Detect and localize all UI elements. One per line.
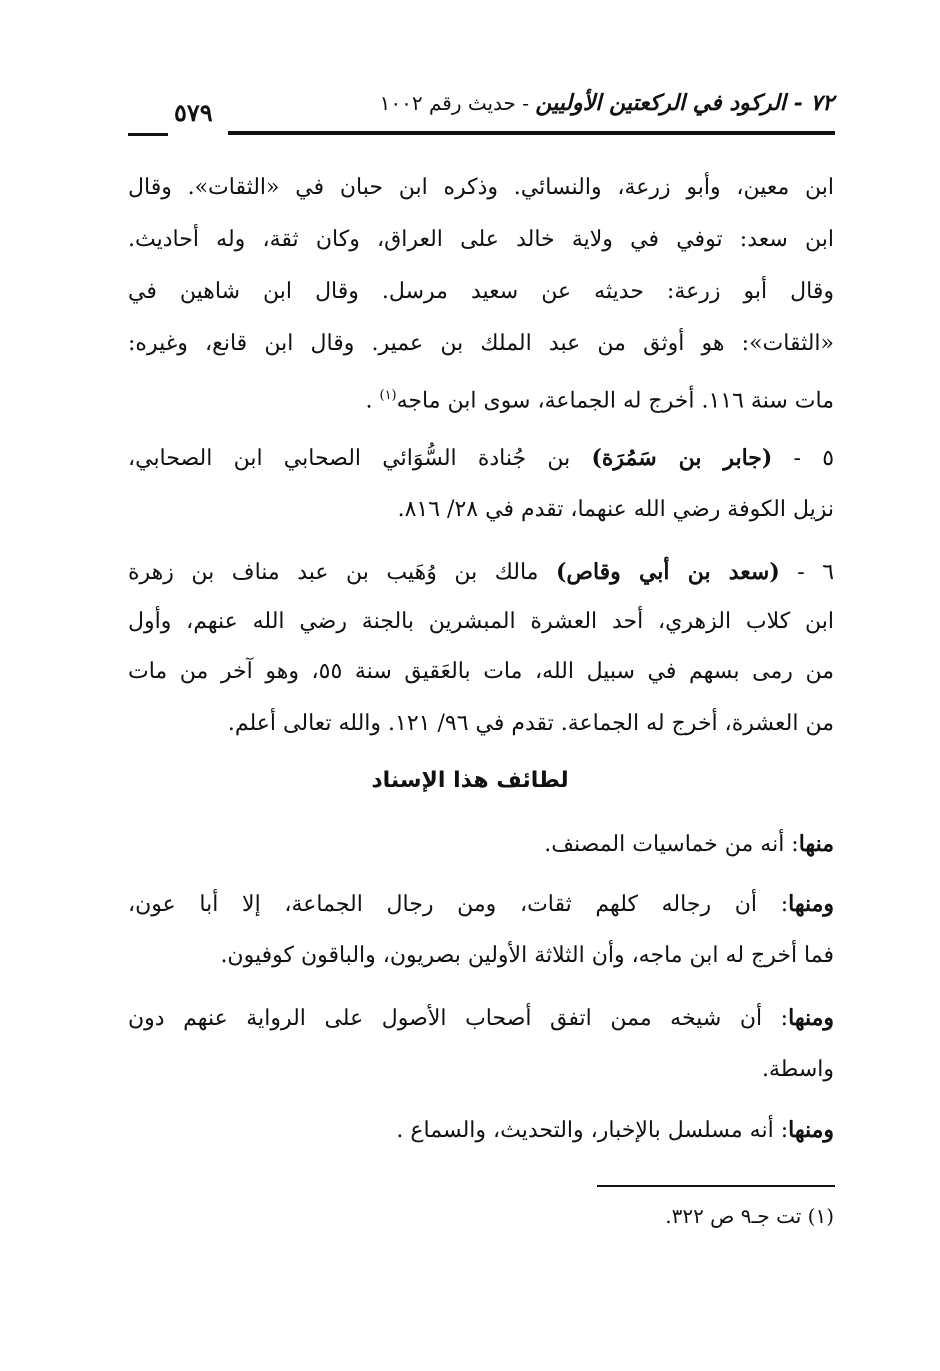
narrator-name: (سعد بن أبي وقاص)	[555, 559, 780, 585]
header-rule	[228, 131, 835, 135]
text-line: ٥ - (جابر بن سَمُرَة) بن جُنادة السُّوَائي الصحابي ابن الصحابي،	[128, 445, 834, 471]
text-line: ابن سعد: توفي في ولاية خالد على العراق، وكان ثقة، وله أحاديث.	[128, 227, 834, 252]
text-line: ومنها: أن شيخه ممن اتفق أصحاب الأصول على الرواية عنهم دون	[128, 1005, 834, 1031]
text-line: ومنها: أن رجاله كلهم ثقات، ومن رجال الجماعة، إلا أبا عون،	[128, 891, 834, 917]
header-title: ٧٢ - الركود في الركعتين الأوليين - حديث رقم ١٠٠٢	[379, 90, 834, 116]
narrator-name: (جابر بن سَمُرَة)	[591, 445, 773, 471]
text-line: واسطة.	[761, 1057, 834, 1082]
page-number-rule	[128, 133, 168, 136]
text-line: وقال أبو زرعة: حديثه عن سعيد مرسل. وقال ابن شاهين في	[128, 279, 834, 304]
text-line: مات سنة ١١٦. أخرج له الجماعة، سوى ابن ماجه$^{(١)}$ .	[365, 388, 834, 414]
text-line: ابن معين، وأبو زرعة، والنسائي. وذكره ابن حبان في «الثقات». وقال	[128, 175, 834, 200]
text-line: «الثقات»: هو أوثق من عبد الملك بن عمير. وقال ابن قانع، وغيره:	[128, 331, 834, 356]
footnote: (١) تت جـ٩ ص ٣٢٢.	[665, 1204, 834, 1228]
page-number: ٥٧٩	[174, 98, 213, 127]
text-line: منها: أنه من خماسيات المصنف.	[544, 831, 834, 857]
footnote-rule	[597, 1185, 835, 1187]
text-line: ابن كلاب الزهري، أحد العشرة المبشرين بالجنة رضي الله عنهم، وأول	[128, 609, 834, 634]
text-line: ومنها: أنه مسلسل بالإخبار، والتحديث، والسماع .	[396, 1117, 834, 1143]
footnote-ref: (١)	[379, 388, 397, 403]
text-line: نزيل الكوفة رضي الله عنهما، تقدم في ٢٨/ ٨١٦.	[397, 497, 834, 522]
section-heading: لطائف هذا الإسناد	[371, 768, 569, 793]
text-line: من رمى بسهم في سبيل الله، مات بالعَقيق سنة ٥٥، وهو آخر من مات	[128, 659, 834, 684]
running-header	[128, 88, 834, 128]
text-line: من العشرة، أخرج له الجماعة. تقدم في ٩٦/ ١٢١. والله تعالى أعلم.	[227, 711, 834, 736]
text-line: فما أخرج له ابن ماجه، وأن الثلاثة الأولين بصريون، والباقون كوفيون.	[220, 943, 834, 968]
text-line: ٦ - (سعد بن أبي وقاص) مالك بن وُهَيب بن عبد مناف بن زهرة	[128, 559, 834, 585]
